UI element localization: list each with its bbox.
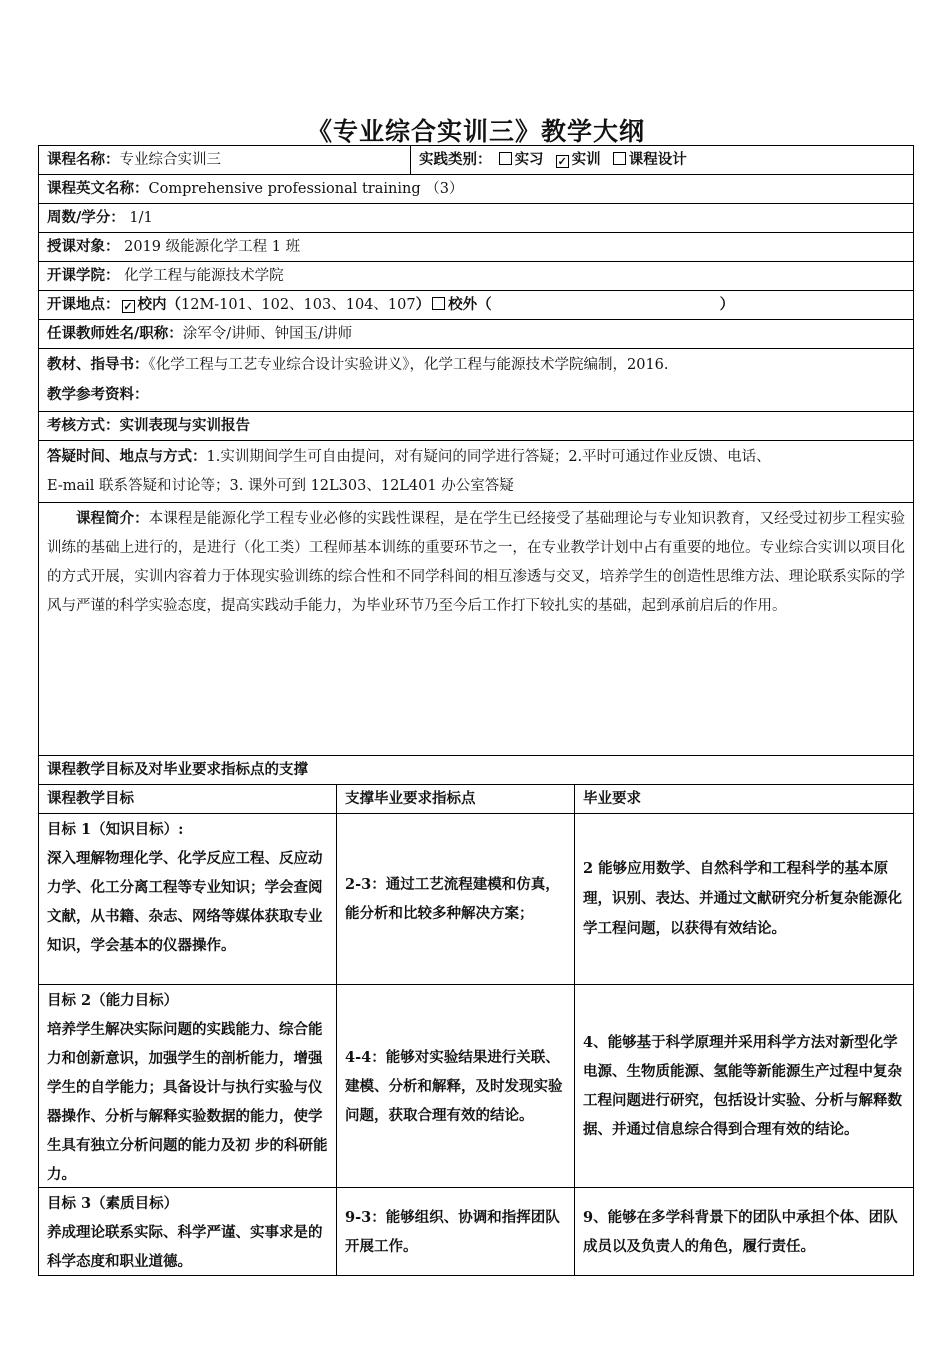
indicator-1: 2-3：通过工艺流程建模和仿真，能分析和比较多种解决方案； bbox=[337, 814, 575, 984]
assessment-value: 实训表现与实训报告 bbox=[119, 417, 250, 434]
header-indicator: 支撑毕业要求指标点 bbox=[337, 785, 575, 813]
english-name-value: Comprehensive professional training （3） bbox=[148, 181, 464, 197]
indicator-3: 9-3：能够组织、协调和指挥团队开展工作。 bbox=[337, 1188, 575, 1275]
row-course-name bbox=[38, 145, 914, 175]
course-name-label: 课程名称： bbox=[47, 151, 120, 168]
english-name-label: 课程英文名称： bbox=[47, 180, 149, 197]
row-location: 开课地点： ✓ 校内（12M-101、102、103、104、107） 校外（ ） bbox=[38, 291, 914, 320]
location-outside: 校外（ bbox=[448, 296, 492, 313]
row-textbook bbox=[38, 349, 914, 412]
objective-row-2 bbox=[38, 985, 914, 1188]
row-college bbox=[38, 262, 914, 291]
teachers-label: 任课教师姓名/职称： bbox=[47, 325, 183, 342]
college-value: 化学工程与能源技术学院 bbox=[124, 268, 284, 284]
row-qa bbox=[38, 441, 914, 503]
option-internship: 实习 bbox=[514, 151, 544, 168]
row-teachers bbox=[38, 320, 914, 349]
checkbox-internship bbox=[499, 152, 512, 165]
row-assessment bbox=[38, 412, 914, 441]
textbook-value: 《化学工程与工艺专业综合设计实验讲义》，化学工程与能源技术学院编制，2016. bbox=[148, 357, 669, 373]
option-training: 实训 bbox=[571, 151, 601, 168]
checkbox-inside-checked: ✓ bbox=[123, 300, 133, 313]
teachers-value: 涂军令/讲师、钟国玉/讲师 bbox=[182, 326, 353, 342]
document-title: 《专业综合实训三》教学大纲 bbox=[306, 117, 645, 146]
goal-2-title: 目标 2（能力目标） bbox=[47, 992, 179, 1009]
requirement-1: 2 能够应用数学、自然科学和工程科学的基本原理，识别、表达、并通过文献研究分析复杂能源化学工程问题，以获得有效结论。 bbox=[583, 860, 902, 937]
college-label: 开课学院： bbox=[47, 267, 120, 284]
qa-line1: 1.实训期间学生可自由提问，对有疑问的同学进行答疑；2.平时可通过作业反馈、电话、 bbox=[206, 449, 771, 465]
checkbox-course-design bbox=[613, 152, 626, 165]
qa-line2: E-mail 联系答疑和讨论等；3. 课外可到 12L303、12L401 办公室答疑 bbox=[47, 478, 514, 494]
location-close: ） bbox=[719, 296, 735, 313]
row-audience bbox=[38, 233, 914, 262]
intro-text: 本课程是能源化学工程专业必修的实践性课程，是在学生已经接受了基础理论与专业知识教育，又经受过初步工程实验训练的基础上进行的，是进行（化工类）工程师基本训练的重要环节之一，在专业教学计划中占有重要的地位。专业综合实训以项目化的方式开展，实训内容着力于体现实验训练的综合性和不同学科间的相互渗透与交叉，培养学生的创造性思维方法、理论联系实际的学风与严谨的科学实验态度，提高实践动手能力，为毕业环节乃至今后工作打下较扎实的基础，起到承前启后的作用。 bbox=[47, 511, 906, 614]
objectives-heading: 课程教学目标及对毕业要求指标点的支撑 bbox=[38, 756, 914, 785]
checkbox-training-checked: ✓ bbox=[557, 155, 567, 168]
audience-value: 2019 级能源化学工程 1 班 bbox=[124, 239, 301, 255]
syllabus-table bbox=[38, 145, 914, 1276]
goal-1-text: 深入理解物理化学、化学反应工程、反应动力学、化工分离工程等专业知识；学会查阅文献，从书籍、杂志、网络等媒体获取专业知识，学会基本的仪器操作。 bbox=[47, 850, 323, 954]
objective-row-3 bbox=[38, 1188, 914, 1276]
references-label: 教学参考资料： bbox=[47, 386, 149, 403]
course-name-value: 专业综合实训三 bbox=[119, 152, 221, 168]
goal-2-text: 培养学生解决实际问题的实践能力、综合能力和创新意识，加强学生的剖析能力，增强学生的自学能力；具备设计与执行实验与仪器操作、分析与解释实验数据的能力，使学生具有独立分析问题的能力及初 步的科研能力。 bbox=[47, 1021, 328, 1183]
requirement-2: 4、能够基于科学原理并采用科学方法对新型化学电源、生物质能源、氢能等新能源生产过程中复杂工程问题进行研究，包括设计实验、分析与解释数据、并通过信息综合得到合理有效的结论。 bbox=[583, 1034, 902, 1138]
row-weeks-credits bbox=[38, 204, 914, 233]
row-intro bbox=[38, 503, 914, 756]
goal-1-title: 目标 1（知识目标）: bbox=[47, 821, 184, 838]
weeks-credits-label: 周数/学分： bbox=[47, 209, 125, 226]
location-inside: 校内 bbox=[137, 296, 167, 313]
option-course-design: 课程设计 bbox=[628, 151, 687, 168]
intro-label: 课程简介： bbox=[76, 510, 149, 527]
row-english-name bbox=[38, 175, 914, 204]
header-requirement: 毕业要求 bbox=[583, 790, 641, 807]
qa-label: 答疑时间、地点与方式： bbox=[47, 448, 207, 465]
weeks-credits-value: 1/1 bbox=[129, 210, 153, 226]
goal-3-title: 目标 3（素质目标） bbox=[47, 1195, 179, 1212]
requirement-3: 9、能够在多学科背景下的团队中承担个体、团队成员以及负责人的角色，履行责任。 bbox=[583, 1208, 898, 1255]
audience-label: 授课对象： bbox=[47, 238, 120, 255]
location-rooms: 12M-101、102、103、104、107 bbox=[181, 297, 416, 313]
header-goal: 课程教学目标 bbox=[39, 785, 337, 813]
textbook-label: 教材、指导书： bbox=[47, 356, 149, 373]
indicator-2: 4-4：能够对实验结果进行关联、建模、分析和解释，及时发现实验问题，获取合理有效的结论。 bbox=[337, 985, 575, 1187]
location-label: 开课地点： bbox=[47, 296, 120, 313]
checkbox-outside bbox=[432, 297, 445, 310]
goal-3-text: 养成理论联系实际、科学严谨、实事求是的科学态度和职业道德。 bbox=[47, 1224, 323, 1270]
practice-type-label: 实践类别： bbox=[419, 151, 492, 168]
objectives-header-row bbox=[38, 785, 914, 814]
assessment-label: 考核方式： bbox=[47, 417, 120, 434]
objective-row-1 bbox=[38, 814, 914, 985]
